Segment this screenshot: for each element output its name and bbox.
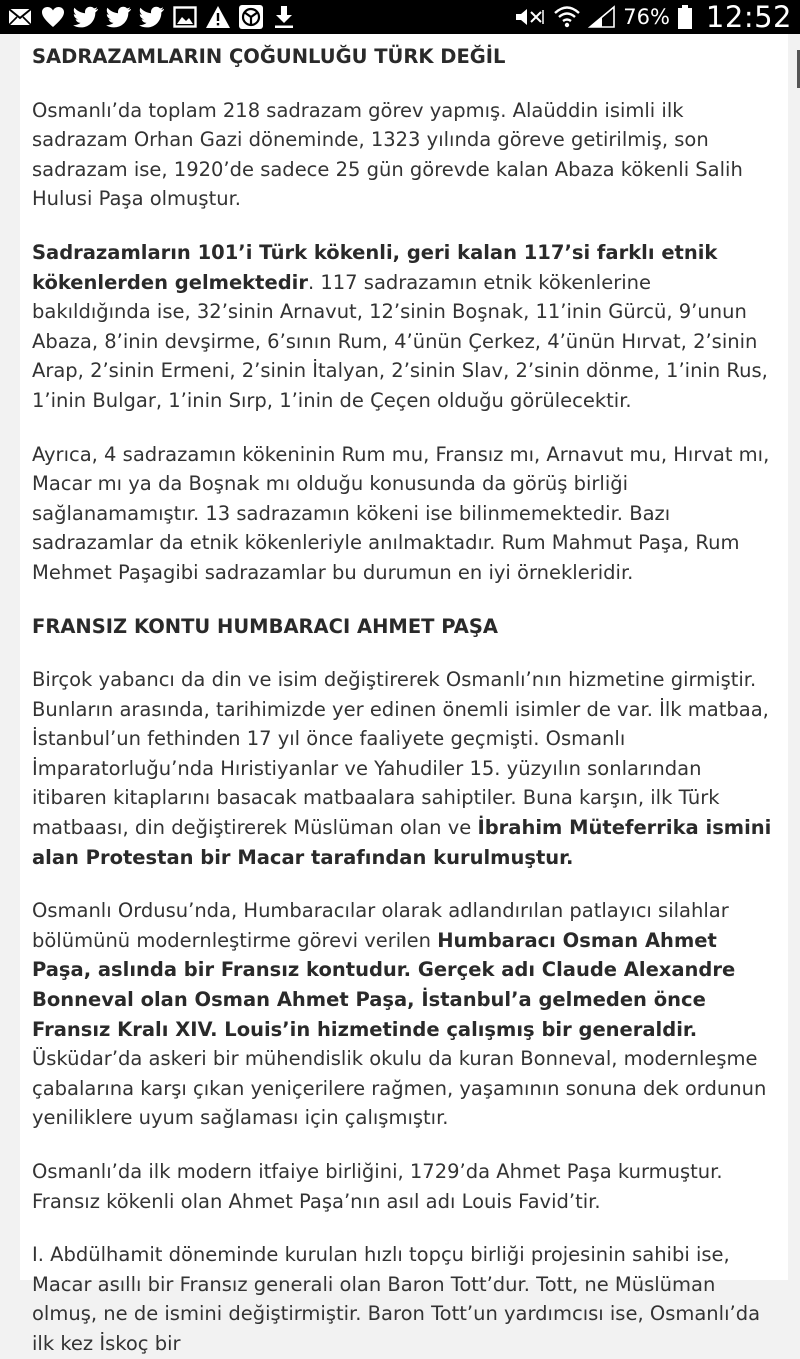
article-content — [20, 34, 788, 1355]
paragraph — [32, 896, 772, 1133]
paragraph — [32, 665, 772, 872]
wifi-icon — [553, 5, 581, 29]
signal-icon — [588, 5, 616, 29]
heart-icon — [41, 5, 65, 29]
paragraph — [32, 238, 772, 416]
browser-page[interactable] — [0, 34, 800, 1355]
paragraph-text: Üsküdar’da askeri bir mühendislik okulu da kuran Bonneval, modernleşme çabalarına karşı çıkan yeniçerilere rağmen, yaşamının sonuna dek ordunun yeniliklere uyum sağlaması için çalışmıştır. — [32, 1047, 767, 1130]
download-icon — [272, 5, 296, 29]
paragraph-text: Osmanlı Ordusu’nda, Humbaracılar olarak adlandırılan patlayıcı silahlar bölümünü modernleştirme görevi verilen — [32, 899, 729, 952]
bold-text: Sadrazamların 101’i Türk kökenli, geri kalan 117’si farklı etnik kökenlerden gelmektedir — [32, 240, 718, 294]
mail-icon — [8, 5, 32, 29]
paragraph: Ayrıca, 4 sadrazamın kökeninin Rum mu, Fransız mı, Arnavut mu, Hırvat mı, Macar mı ya da Boşnak mı olduğu konusunda da görüş birliği sağlanamamıştır. 13 sadrazamın kökeni ise bilinmemektedir. Bazı sadrazamlar da etnik kökenleriyle anılmaktadır. Rum Mahmut Paşa, Rum Mehmet Paşagibi sadrazamlar bu durumun en iyi örnekleridir. — [32, 442, 770, 584]
battery-percent: 76% — [623, 5, 670, 29]
paragraph-text: . 117 sadrazamın etnik kökenlerine bakıldığında ise, 32’sinin Arnavut, 12’sinin Boşnak, 11’inin Gürcü, 9’unun Abaza, 8’inin devşirme, 6’sının Rum, 4’ünün Çerkez, 4’ünün Hırvat, 2’sinin Arap, 2’sinin Ermeni, 2’sinin İtalyan, 2’sinin Slav, 2’sinin dönme, 1’inin Rus, 1’inin Bulgar, 1’inin Sırp, 1’inin de Çeçen olduğu görülecektir. — [32, 270, 768, 412]
paragraph: Osmanlı’da ilk modern itfaiye birliğini, 1729’da Ahmet Paşa kurmuştur. Fransız kökenli olan Ahmet Paşa’nın asıl adı Louis Favid’tir. — [32, 1160, 723, 1213]
section-heading: SADRAZAMLARIN ÇOĞUNLUĞU TÜRK DEĞİL — [32, 45, 506, 68]
clock: 12:52 — [705, 0, 792, 34]
section-heading: FRANSIZ KONTU HUMBARACI AHMET PAŞA — [32, 614, 498, 638]
paragraph-text: Birçok yabancı da din ve isim değiştirerek Osmanlı’nın hizmetine girmiştir. Bunların arasında, tarihimizde yer edinen önemli isimler de var. İlk matbaa, İstanbul’un fethinden 17 yıl önce faaliyete geçmişti. Osmanlı İmparatorluğu’nda Hıristiyanlar ve Yahudiler 15. yüzyılın sonlarından itibaren kitaplarını basacak matbaalara sahiptiler. Buna karşın, ilk Türk matbaası, din değiştirerek Müslüman olan ve — [32, 668, 769, 840]
warning-icon — [206, 5, 230, 29]
system-status — [514, 0, 792, 34]
app-icon — [239, 5, 263, 29]
bold-text: Humbaracı Osman Ahmet Paşa, aslında bir Fransız kontudur. Gerçek adı Claude Alexandre Bonneval olan Osman Ahmet Paşa, İstanbul’a gelmeden önce Fransız Kralı XIV. Louis’in hizmetinde çalışmış bir generaldir. — [32, 928, 736, 1041]
twitter-icon — [74, 5, 98, 29]
twitter-icon — [140, 5, 164, 29]
battery-icon — [677, 5, 693, 29]
image-icon — [173, 5, 197, 29]
twitter-icon — [107, 5, 131, 29]
paragraph: I. Abdülhamit döneminde kurulan hızlı topçu birliği projesinin sahibi ise, Macar asıllı bir Fransız generali olan Baron Tott’dur. Tott, ne Müslüman olmuş, ne de ismini değiştirmiştir. Baron Tott’un yardımcısı ise, Osmanlı’da ilk kez İskoç bir — [32, 1243, 761, 1355]
paragraph: Osmanlı’da toplam 218 sadrazam görev yapmış. Alaüddin isimli ilk sadrazam Orhan Gazi döneminde, 1323 yılında göreve getirilmiş, son sadrazam ise, 1920’de sadece 25 gün görevde kalan Abaza kökenli Salih Hulusi Paşa olmuştur. — [32, 98, 743, 211]
mute-icon — [514, 5, 546, 29]
status-bar — [0, 0, 800, 34]
notification-icons — [8, 5, 296, 29]
bold-text: İbrahim Müteferrika ismini alan Protestan bir Macar tarafından kurulmuştur. — [32, 816, 772, 869]
